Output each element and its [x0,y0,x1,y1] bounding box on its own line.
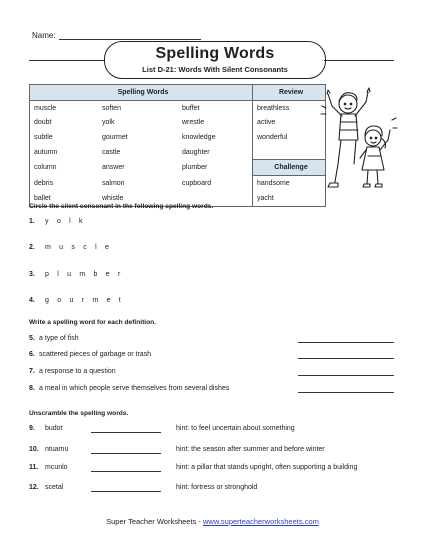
review-heading: Review [253,85,326,101]
section1-instruction: Circle the silent consonant in the following spelling words. [29,203,214,210]
item-number: 2. [29,244,35,251]
name-row [32,31,201,40]
review-word-cell [253,145,326,160]
item-number: 5. [29,335,35,342]
section2-instruction: Write a spelling word for each definition. [29,319,157,326]
item-number: 1. [29,218,35,225]
answer-line[interactable] [298,358,394,359]
word-cell: answer [102,164,125,172]
title-rule-right [324,60,394,61]
word-cell: soften [102,104,122,112]
review-word-cell: breathless [253,100,326,115]
item-word[interactable]: y o l k [45,218,86,225]
challenge-word-cell: handsome [253,176,326,191]
word-cell: daughter [182,148,210,156]
definition-text: a meal in which people serve themselves from several dishes [39,385,230,392]
scrambled-word: scetal [45,484,64,491]
scrambled-word: ntuamu [45,446,69,453]
definition-item [29,385,229,392]
definition-item [29,368,116,375]
word-cell: buffet [182,104,200,112]
item-word[interactable]: g o u r m e t [45,297,124,304]
circle-item [29,297,124,304]
unscramble-item [29,425,63,432]
item-number: 9. [29,425,35,432]
hint-text: hint: fortress or stronghold [176,484,258,491]
word-cell: yolk [102,119,115,127]
word-cell: knowledge [182,133,216,141]
unscramble-item [29,484,63,491]
page-title: Spelling Words [155,45,275,62]
page-subtitle: List D-21: Words With Silent Consonants [142,65,288,74]
item-number: 6. [29,351,35,358]
footer-text: Super Teacher Worksheets - [106,517,203,526]
word-cell: salmon [102,179,125,187]
word-cell: plumber [182,164,208,172]
definition-text: scattered pieces of garbage or trash [39,351,152,358]
hint-text: hint: to feel uncertain about something [176,425,295,432]
hint-text: hint: the season after summer and before winter [176,446,325,453]
table-header-row [30,85,326,101]
word-cell: cupboard [182,179,212,187]
table-row [30,145,326,160]
item-number: 11. [29,464,39,471]
word-cell: gourmet [102,133,128,141]
circle-item [29,244,112,251]
answer-line[interactable] [298,392,394,393]
title-rule-left [29,60,104,61]
item-number: 4. [29,297,35,304]
item-word[interactable]: m u s c l e [45,244,113,251]
table-row [30,115,326,130]
word-cell: ballet [30,191,99,206]
word-cell: whistle [98,191,178,206]
answer-line[interactable] [298,375,394,376]
footer [0,517,425,526]
item-number: 10. [29,446,39,453]
item-number: 3. [29,271,35,278]
item-word[interactable]: p l u m b e r [45,271,124,278]
answer-line[interactable] [91,491,161,492]
circle-item [29,271,124,278]
table-row [30,176,326,191]
table-row [30,100,326,115]
word-cell: castle [102,148,121,156]
section3-instruction: Unscramble the spelling words. [29,410,129,417]
unscramble-item [29,464,68,471]
word-cell: debris [30,176,99,191]
review-word-cell: wonderful [253,130,326,145]
word-cell: autumn [30,145,99,160]
definition-item [29,335,79,342]
item-number: 8. [29,385,35,392]
table-row [30,130,326,145]
review-word-cell: active [253,115,326,130]
spelling-words-heading: Spelling Words [30,85,253,101]
challenge-heading: Challenge [253,160,326,176]
answer-line[interactable] [298,342,394,343]
unscramble-item [29,446,68,453]
answer-line[interactable] [91,453,161,454]
circle-item [29,218,86,225]
hint-text: hint: a pillar that stands upright, often supporting a building [176,464,358,471]
answer-line[interactable] [91,432,161,433]
name-label: Name: [32,31,56,40]
item-number: 12. [29,484,39,491]
item-number: 7. [29,368,35,375]
definition-text: a response to a question [39,368,116,375]
scrambled-word: mcunlo [45,464,68,471]
word-cell: subtle [30,130,99,145]
spelling-word-table [29,84,326,207]
challenge-word-cell: yacht [253,191,326,206]
kids-illustration [318,84,398,196]
name-field[interactable] [59,31,201,40]
answer-line[interactable] [91,471,161,472]
definition-text: a type of fish [39,335,79,342]
definition-item [29,351,151,358]
word-cell: muscle [30,100,99,115]
title-box [104,41,326,79]
footer-link[interactable]: www.superteacherworksheets.com [202,517,319,526]
table-row [30,160,326,176]
scrambled-word: budot [45,425,63,432]
word-cell: wrestle [182,119,205,127]
word-cell: doubt [30,115,99,130]
word-cell: column [30,160,99,176]
